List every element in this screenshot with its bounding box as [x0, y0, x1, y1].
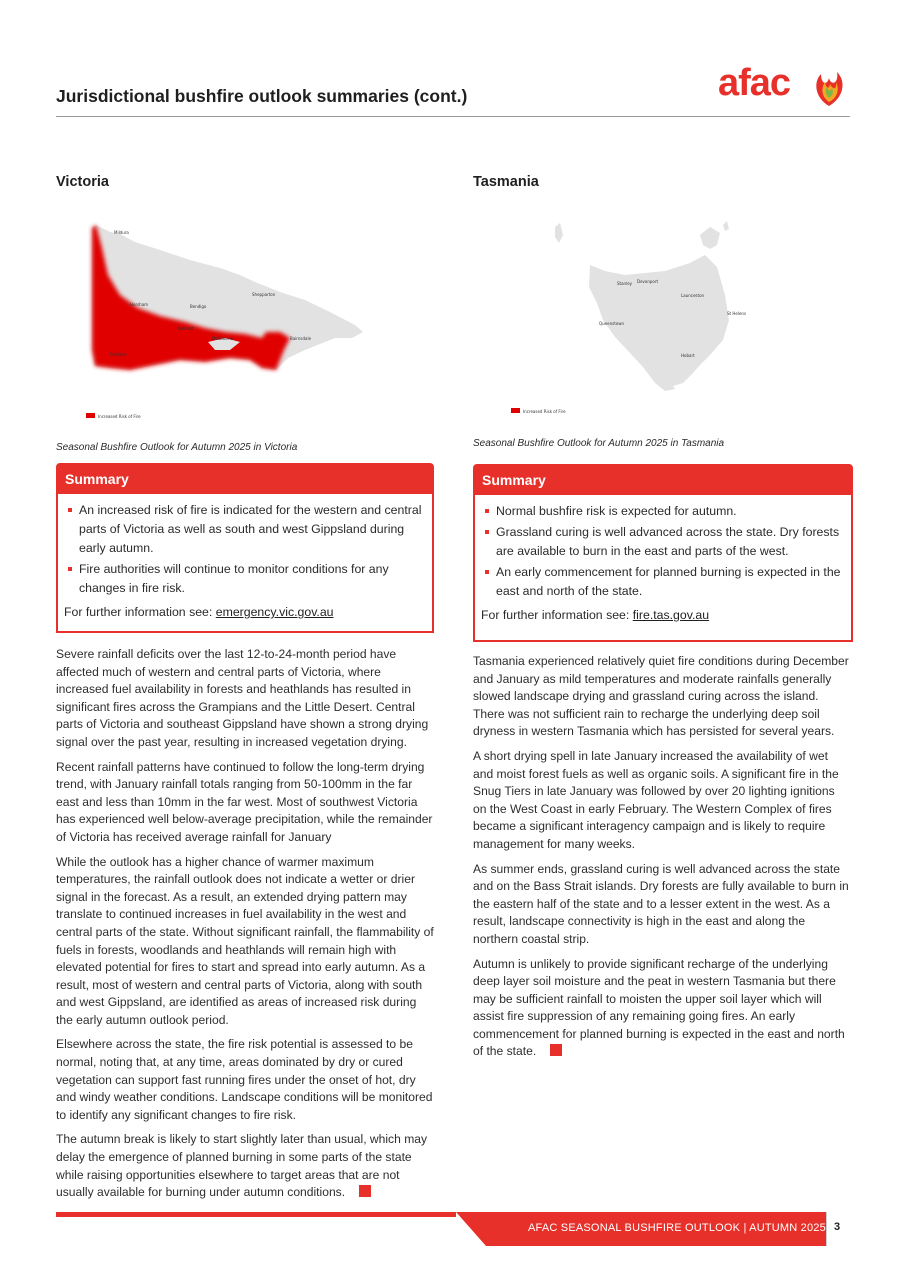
afac-logo [718, 62, 853, 110]
emergency-vic-link[interactable]: emergency.vic.gov.au [215, 605, 334, 619]
legend-swatch [511, 408, 520, 413]
page-number: 3 [834, 1221, 841, 1233]
map-label-bendigo: Bendigo [190, 304, 207, 309]
footer-divider [826, 1212, 827, 1246]
footer-publication-title: AFAC SEASONAL BUSHFIRE OUTLOOK | AUTUMN 2025 [528, 1222, 826, 1234]
legend-swatch [86, 413, 95, 418]
summary-item: Normal bushfire risk is expected for autumn. [485, 502, 843, 521]
victoria-map-caption: Seasonal Bushfire Outlook for Autumn 2025 in Victoria [56, 442, 298, 453]
victoria-summary-box [56, 463, 434, 633]
map-label-queenstown: Queenstown [599, 321, 625, 326]
summary-item: An increased risk of fire is indicated for the western and central parts of Victoria as well as south and west Gippsland during early autumn. [68, 501, 424, 558]
map-label-portland: Portland [110, 352, 127, 357]
tasmania-map [505, 205, 750, 425]
body-paragraph-last: The autumn break is likely to start slightly later than usual, which may delay the emergence of planned burning in some parts of the state while raising opportunities elsewhere to target areas that are not usually available for burning under autumn conditions. [56, 1132, 428, 1200]
map-label-horsham: Horsham [130, 302, 149, 307]
body-paragraph: While the outlook has a higher chance of warmer maximum temperatures, the rainfall outlook does not indicate a wetter or drier signal in the forecast. As a result, an extended drying pattern may translate to continued increases in fuel availability in the west and central parts of the state. Without significant rainfall, the flammability of fuels in forests, woodlands and heathlands will remain high with elevated potential for fires to start and spread into early autumn. As a result, most of western and central parts of Victoria, along with south and west Gippsland, are identified as areas of increased risk during the early autumn outlook period. [56, 854, 434, 1027]
tasmania-heading: Tasmania [473, 174, 539, 190]
further-info-label: For further information see: [64, 605, 216, 619]
flame-leaf-icon [809, 68, 849, 108]
map-label-hobart: Hobart [681, 353, 695, 358]
summary-list [58, 501, 432, 598]
tasmania-body [473, 653, 849, 1068]
map-label-mildura: Mildura [114, 230, 129, 235]
map-label-bairnsdale: Bairnsdale [290, 336, 312, 341]
victoria-heading: Victoria [56, 174, 109, 190]
map-legend-label: Increased Risk of Fire [523, 409, 566, 414]
body-paragraph-last: Autumn is unlikely to provide significant recharge of the underlying deep layer soil moisture and the peat in western Tasmania but there may be sufficient rainfall to moisten the upper soil layer which will assist fire suppression of any remaining going fires. An early commencement for planned burning is expected in the east and north of the state. [473, 956, 845, 1059]
tasmania-summary-box [473, 464, 853, 642]
victoria-body [56, 646, 436, 1209]
map-label-launceston: Launceston [681, 293, 705, 298]
footer-rule [56, 1212, 456, 1217]
further-info-label: For further information see: [481, 608, 633, 622]
end-marker [359, 1185, 371, 1197]
body-paragraph: Recent rainfall patterns have continued to follow the long-term drying trend, with January rainfall totals ranging from 50-100mm in the far east and less than 10mm in the far west. Most of southwest Victoria has experienced well below-average precipitation, while the remainder of Victoria has received average rainfall for January [56, 759, 433, 844]
body-paragraph: Tasmania experienced relatively quiet fire conditions during December and January as mild temperatures and moderate rainfalls generally slowed landscape drying and grassland curing across the island. There was not sufficient rain to recharge the underlying deep soil dryness in western Tasmania which has persisted for several years. [473, 654, 849, 739]
body-paragraph: A short drying spell in late January increased the availability of wet and moist forest fuels as well as organic soils. A significant fire in the Snug Tiers in late January was followed by over 20 lighting ignitions on the West Coast in early February. The Western Complex of fires became a significant interagency campaign and is likely to require management for many weeks. [473, 748, 839, 851]
summary-title: Summary [475, 466, 851, 495]
map-label-melbourne: Melbourne [212, 336, 234, 341]
body-paragraph: As summer ends, grassland curing is well advanced across the state and on the Bass Strait islands. Dry forests are fully available to burn in the eastern half of the state and to a lesser extent in the west. As a result, landscape connectivity is high in the east and along the northern coastal strip. [473, 861, 849, 946]
fire-tas-link[interactable]: fire.tas.gov.au [632, 608, 710, 622]
body-paragraph: Severe rainfall deficits over the last 12-to-24-month period have affected much of western and central parts of Victoria, where increased fuel availability in forests and heathlands has resulted in significant fires across the Grampians and the Little Desert. Central parts of Victoria and southeast Gippsland have shown a strong drying signal over the past year, resulting in increased vegetation drying. [56, 647, 429, 749]
further-info [475, 603, 851, 622]
summary-item: Fire authorities will continue to monitor conditions for any changes in fire risk. [68, 560, 424, 598]
summary-item: An early commencement for planned burning is expected in the east and north of the state. [485, 563, 843, 601]
summary-item: Grassland curing is well advanced across the state. Dry forests are available to burn in the east and parts of the west. [485, 523, 843, 561]
victoria-map [80, 220, 380, 425]
map-legend-label: Increased Risk of Fire [98, 414, 141, 419]
header-divider [56, 116, 850, 117]
map-label-shepparton: Shepparton [252, 292, 276, 297]
further-info [58, 600, 432, 619]
map-label-st-helens: St Helens [727, 311, 747, 316]
logo-wordmark: afac [718, 62, 791, 104]
body-paragraph: Elsewhere across the state, the fire risk potential is assessed to be normal, noting that, at any time, areas dominated by dry or cured vegetation can support fast running fires under the onset of hot, dry and windy weather conditions. Landscape conditions will be monitored to identify any significant changes to fire risk. [56, 1037, 433, 1122]
summary-title: Summary [58, 465, 432, 494]
page-title: Jurisdictional bushfire outlook summaries (cont.) [56, 86, 468, 106]
map-label-devonport: Devonport [637, 279, 659, 284]
summary-list [475, 502, 851, 601]
map-label-stanley: Stanley [617, 281, 633, 286]
end-marker [550, 1044, 562, 1056]
tasmania-map-caption: Seasonal Bushfire Outlook for Autumn 2025 in Tasmania [473, 438, 725, 449]
map-label-ballarat: Ballarat [178, 326, 194, 331]
